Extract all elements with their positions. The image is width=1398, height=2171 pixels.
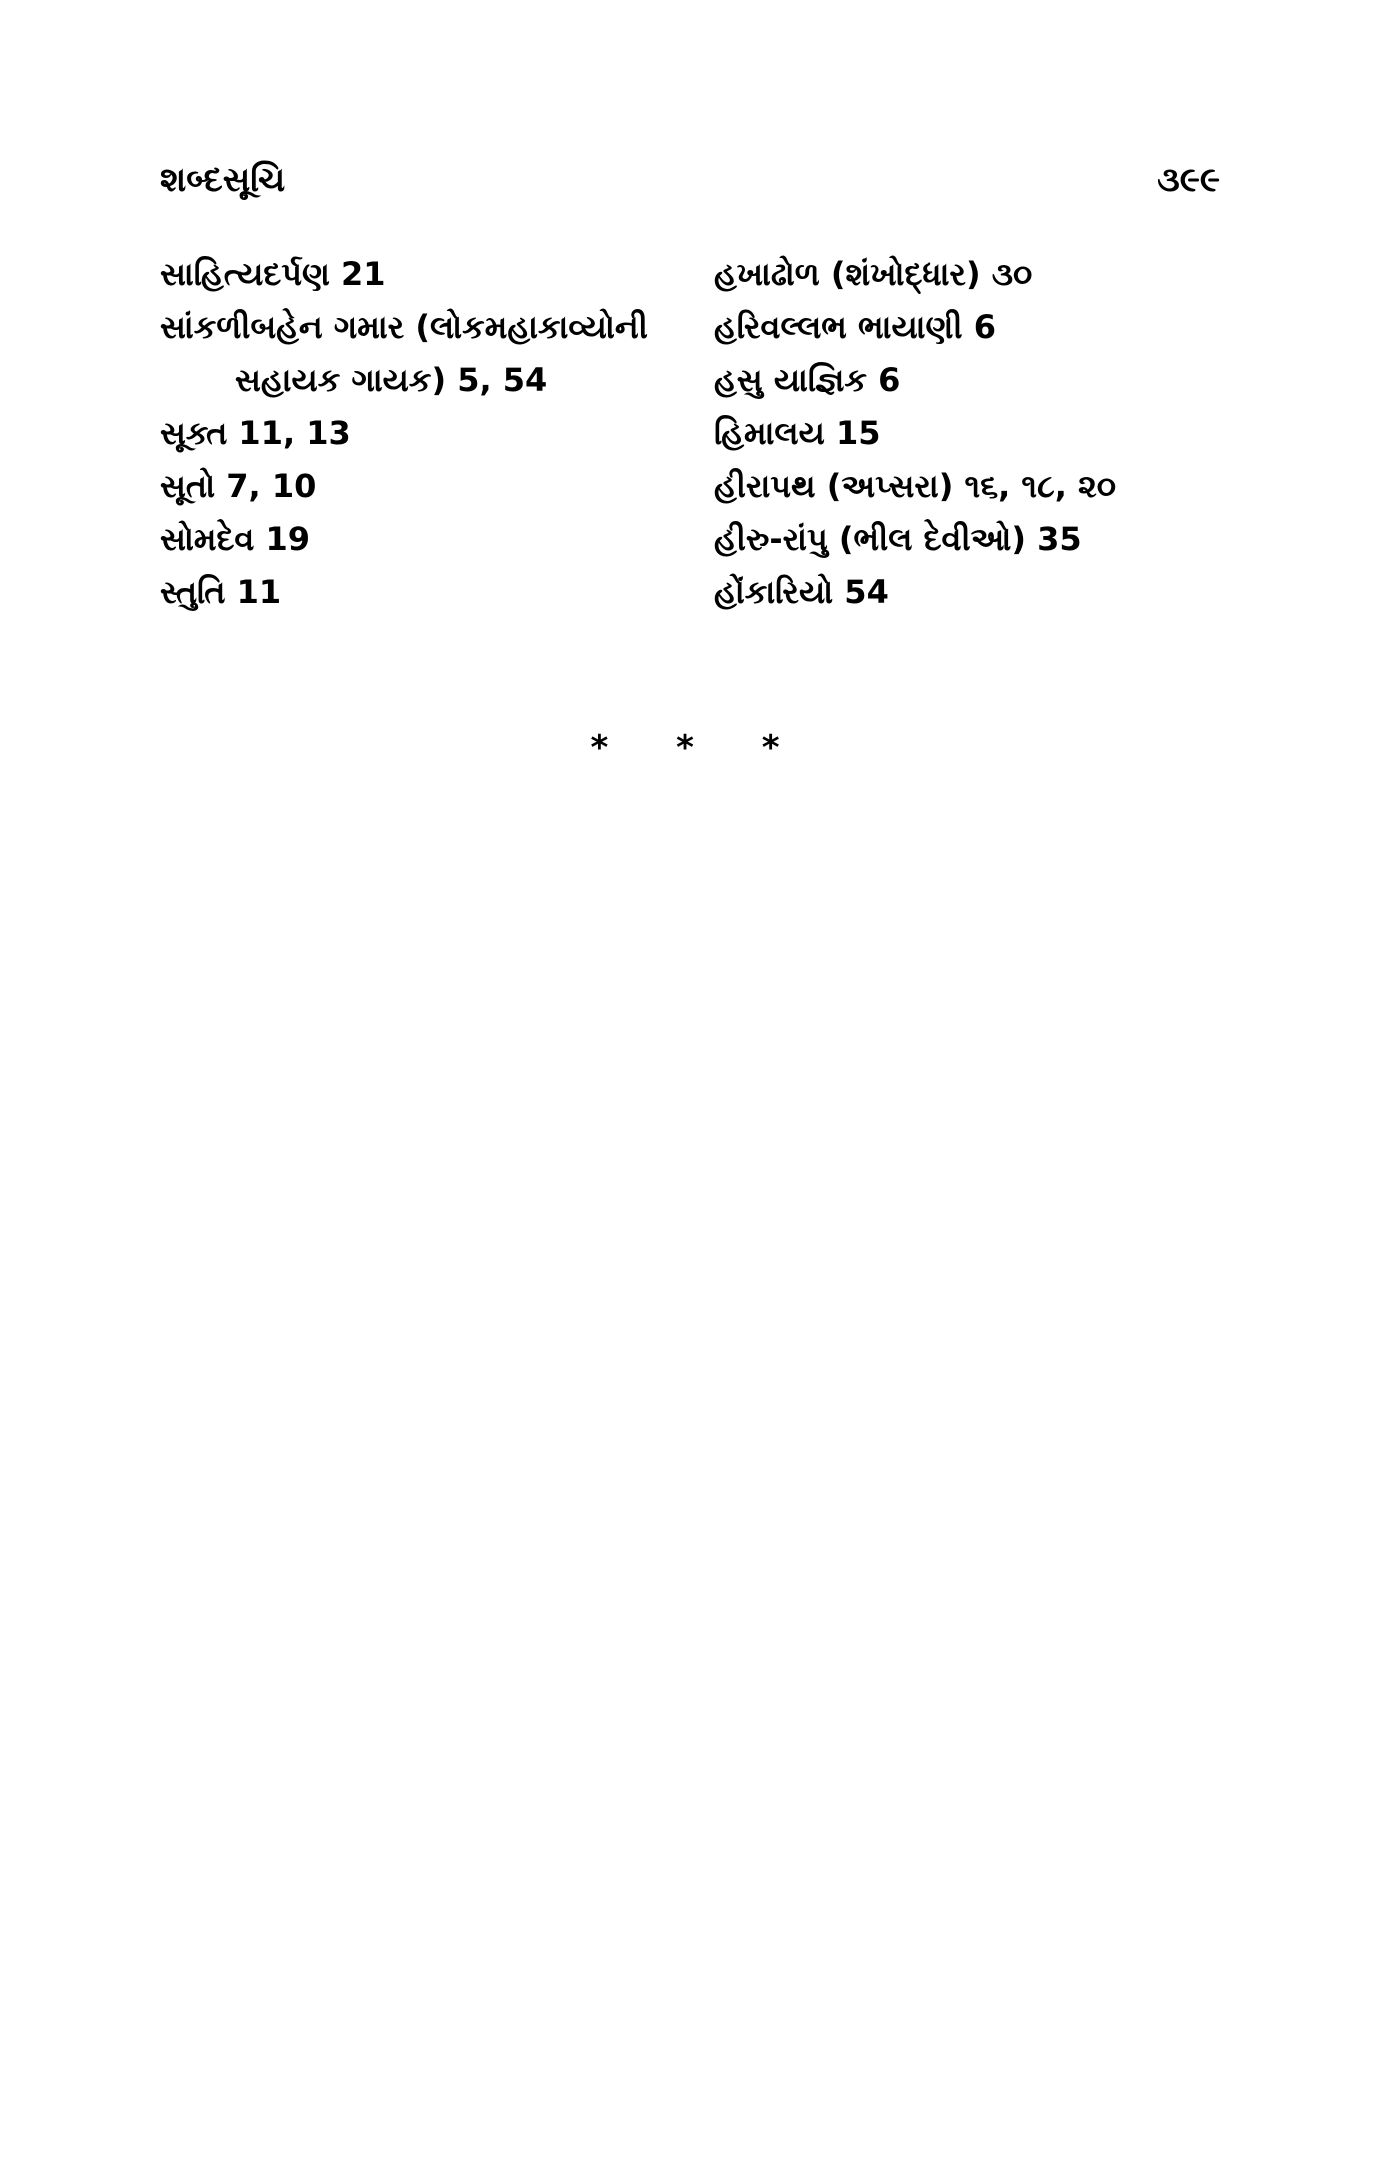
index-entry — [160, 460, 700, 513]
index-entry-text: સાહિત્યદર્પણ 21 — [160, 255, 386, 293]
index-entry — [714, 460, 1234, 513]
index-entry — [160, 248, 700, 301]
index-entry-text: સ્તુતિ 11 — [160, 573, 282, 611]
index-column-left — [160, 248, 700, 619]
index-entry-text: હિમાલય 15 — [714, 414, 881, 452]
index-entry-text: સોમદેવ 19 — [160, 520, 311, 558]
index-entry — [714, 248, 1234, 301]
index-entry — [160, 566, 700, 619]
index-entry — [160, 513, 700, 566]
index-entry-text: હસુ યાજ્ઞિક 6 — [714, 361, 901, 399]
index-entry — [714, 301, 1234, 354]
index-entry — [160, 301, 700, 407]
index-entry-text: હીરુ-રાંપુ (ભીલ દેવીઓ) 35 — [714, 520, 1082, 558]
index-entry — [160, 407, 700, 460]
index-entry-text: હોંકારિયો 54 — [714, 573, 889, 611]
index-column-right — [714, 248, 1234, 619]
index-entry — [714, 407, 1234, 460]
index-entry — [714, 354, 1234, 407]
section-separator: * * * — [590, 728, 808, 768]
page-number: ૩૯૯ — [1157, 160, 1220, 200]
index-entry-text: સાંકળીબહેન ગમાર (લોકમહાકાવ્યોની — [160, 308, 648, 346]
index-entry — [714, 513, 1234, 566]
index-entry — [714, 566, 1234, 619]
index-entry-continuation: સહાયક ગાયક) 5, 54 — [235, 361, 548, 399]
index-entry-text: હરિવલ્લભ ભાયાણી 6 — [714, 308, 996, 346]
index-entry-text: સૂતો 7, 10 — [160, 467, 317, 505]
running-title: શબ્દસૂચિ — [160, 160, 286, 200]
index-entry-text: સૂક્ત 11, 13 — [160, 414, 351, 452]
page-header — [160, 160, 1220, 210]
index-entry-text: હખાઢોળ (શંખોદ્ધાર) ૩૦ — [714, 255, 1033, 293]
index-entry-text: હીરાપથ (અપ્સરા) ૧૬, ૧૮, ૨૦ — [714, 467, 1117, 505]
